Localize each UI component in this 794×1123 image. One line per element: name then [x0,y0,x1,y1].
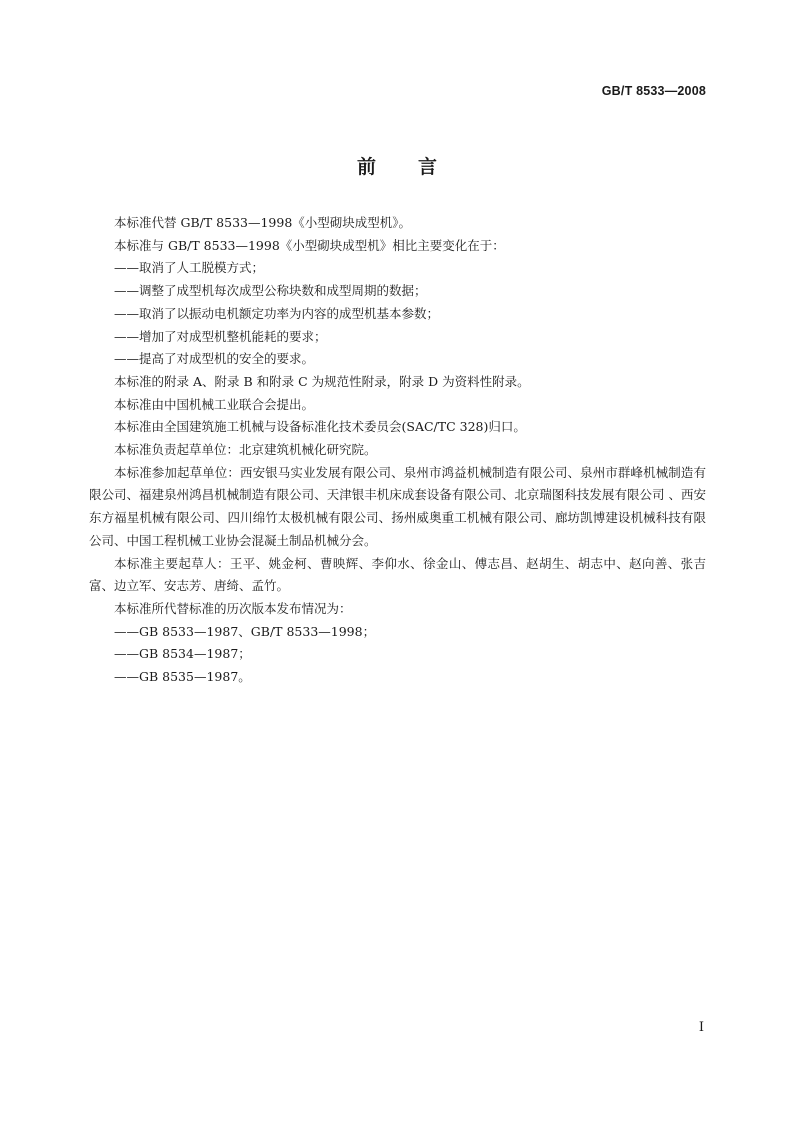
paragraph-participating-drafters: 本标准参加起草单位：西安银马实业发展有限公司、泉州市鸿益机械制造有限公司、泉州市群峰机械制造有限公司、福建泉州鸿昌机械制造有限公司、天津银丰机床成套设备有限公司、北京瑞图科技发展有限公司 、西安东方福星机械有限公司、四川绵竹太极机械有限公司、扬州威奥重工机械有限公司、廊坊凯博建设机械科技有限公司、中国工程机械工业协会混凝土制品机械分会。 [89,464,706,548]
list-item-history-3: ——GB 8535—1987。 [114,669,251,685]
paragraph-centralized-by: 本标准由全国建筑施工机械与设备标准化技术委员会(SAC/TC 328)归口。 [114,419,526,435]
list-item-change-4: ——增加了对成型机整机能耗的要求； [114,328,327,344]
list-item-change-5: ——提高了对成型机的安全的要求。 [114,351,315,367]
paragraph-changes-intro: 本标准与 GB/T 8533—1998《小型砌块成型机》相比主要变化在于： [114,237,505,253]
list-item-change-2: ——调整了成型机每次成型公称块数和成型周期的数据； [114,283,427,299]
paragraph-annexes: 本标准的附录 A、附录 B 和附录 C 为规范性附录，附录 D 为资料性附录。 [114,373,530,389]
document-body [89,212,706,689]
paragraph-lead-drafter: 本标准负责起草单位：北京建筑机械化研究院。 [114,442,377,458]
list-item-history-2: ——GB 8534—1987； [114,646,251,662]
paragraph-main-drafters: 本标准主要起草人：王平、姚金柯、曹映辉、李仰水、徐金山、傅志昌、赵胡生、胡志中、赵向善、张吉富、边立军、安志芳、唐绮、孟竹。 [89,555,706,594]
paragraph-history-intro: 本标准所代替标准的历次版本发布情况为： [114,600,352,616]
page-number: I [698,1020,704,1035]
list-item-change-1: ——取消了人工脱模方式； [114,260,265,276]
standard-code: GB/T 8533—2008 [601,84,706,98]
list-item-change-3: ——取消了以振动电机额定功率为内容的成型机基本参数； [114,305,440,321]
paragraph-proposed-by: 本标准由中国机械工业联合会提出。 [114,396,315,412]
page-title: 前言 [356,156,479,178]
list-item-history-1: ——GB 8533—1987、GB/T 8533—1998； [114,623,376,639]
paragraph-replaces: 本标准代替 GB/T 8533—1998《小型砌块成型机》。 [114,215,412,230]
